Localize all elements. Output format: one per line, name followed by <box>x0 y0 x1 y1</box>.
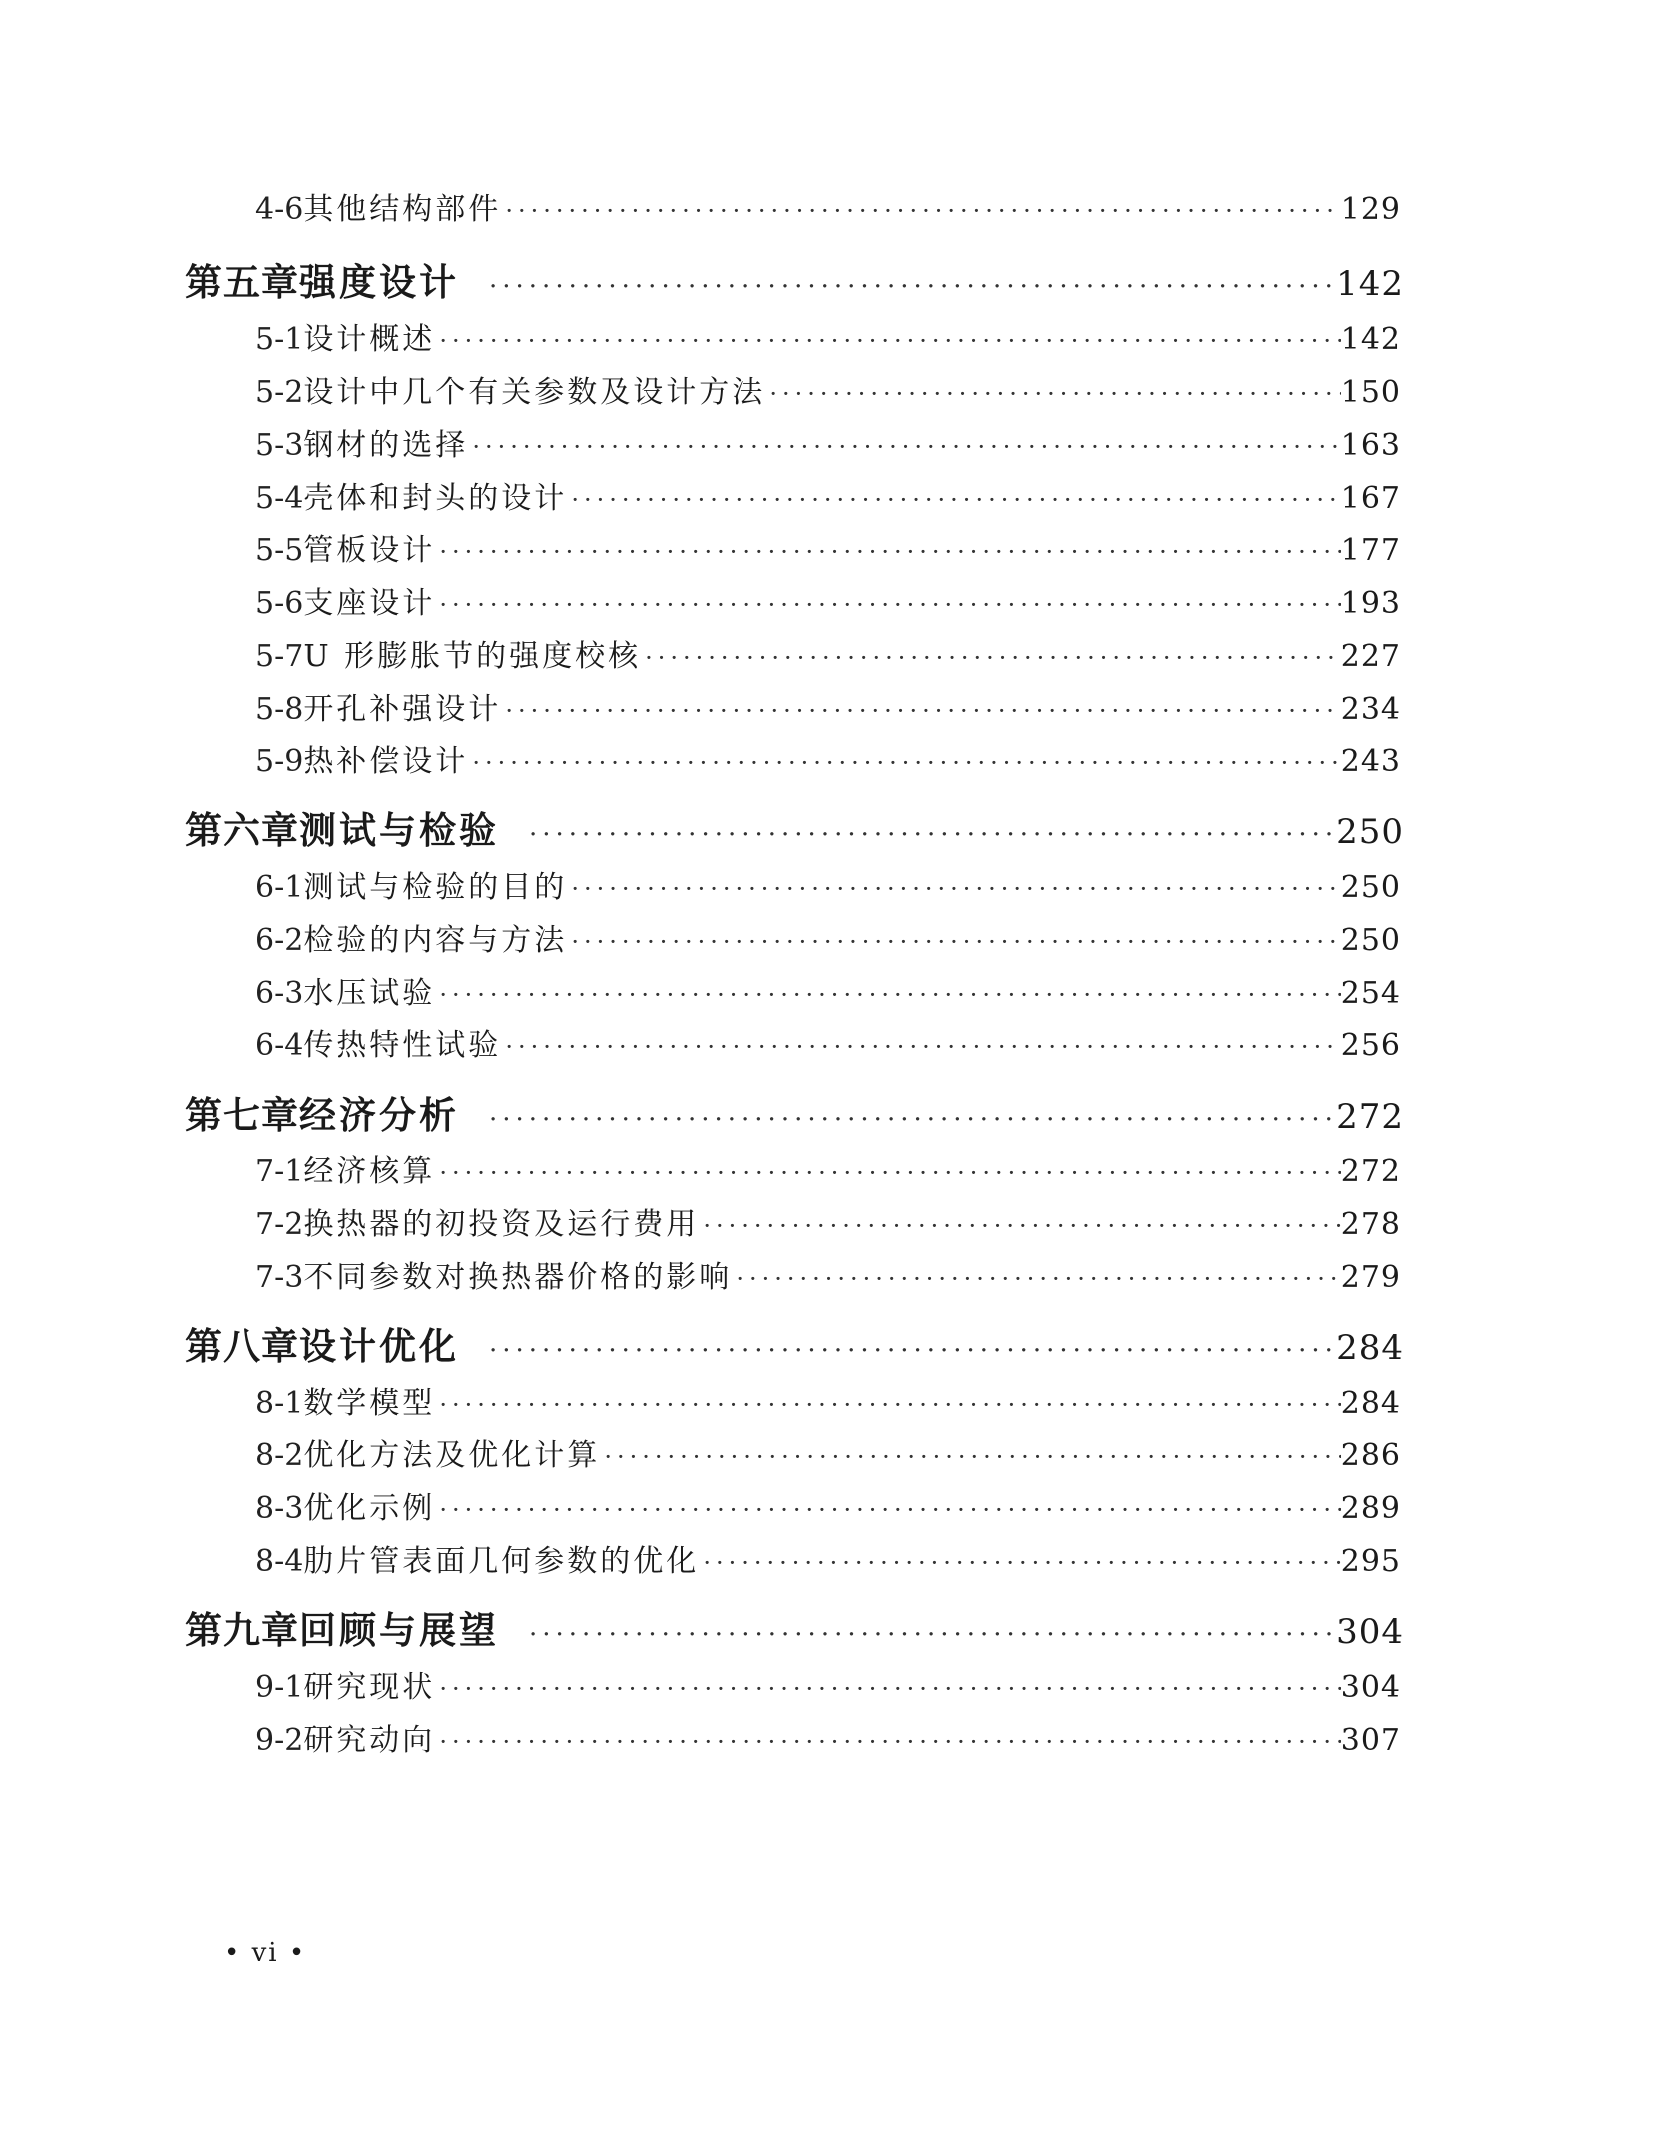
toc-entry[interactable] <box>0 578 1664 622</box>
dot-leader <box>571 928 1340 956</box>
dot-leader <box>439 1391 1340 1419</box>
toc-entry[interactable] <box>0 1378 1664 1422</box>
toc-entry-title: 壳体和封头的设计 <box>303 481 568 516</box>
dot-leader <box>703 1212 1340 1240</box>
toc-entry-page: 304 <box>1340 1670 1401 1705</box>
toc-entry[interactable] <box>0 684 1664 728</box>
toc-entry[interactable] <box>0 1715 1664 1759</box>
toc-entry[interactable] <box>0 1199 1664 1243</box>
toc-entry-title: 设计中几个有关参数及设计方法 <box>303 375 766 410</box>
toc-entry-page: 295 <box>1340 1544 1401 1579</box>
toc-chapter-number: 第六章 <box>185 808 299 852</box>
toc-entry-page: 167 <box>1340 481 1401 516</box>
dot-leader <box>439 1496 1340 1524</box>
toc-chapter-title: 强度设计 <box>299 260 459 304</box>
toc-entry-title: 钢材的选择 <box>303 428 469 463</box>
toc-entry-title: 管板设计 <box>303 533 436 568</box>
toc-entry-page: 254 <box>1340 976 1401 1011</box>
toc-entry-number: 7-2 <box>255 1207 304 1242</box>
toc-entry-number: 5-2 <box>255 375 304 410</box>
toc-entry-number: 8-1 <box>255 1386 304 1421</box>
dot-leader <box>439 1159 1340 1187</box>
toc-entry-page: 250 <box>1340 870 1401 905</box>
toc-entry-page: 150 <box>1340 375 1401 410</box>
dot-leader <box>505 197 1340 225</box>
toc-entry[interactable] <box>0 184 1664 228</box>
toc-chapter-page: 272 <box>1336 1097 1404 1137</box>
page-number-footer: • vi • <box>224 1938 307 1968</box>
toc-entry-page: 307 <box>1340 1723 1401 1758</box>
toc-entry-number: 9-1 <box>255 1670 304 1705</box>
toc-chapter[interactable] <box>0 252 1664 306</box>
toc-entry-number: 8-3 <box>255 1491 304 1526</box>
toc-entry-title: U 形膨胀节的强度校核 <box>303 639 642 674</box>
toc-entry-number: 8-4 <box>255 1544 304 1579</box>
toc-entry-title: 设计概述 <box>303 322 436 357</box>
toc-chapter-page: 304 <box>1336 1612 1404 1652</box>
dot-leader <box>529 1620 1336 1650</box>
toc-entry-title: 研究现状 <box>303 1670 436 1705</box>
dot-leader <box>571 486 1340 514</box>
toc-entry[interactable] <box>0 314 1664 358</box>
toc-entry-number: 5-7 <box>255 639 304 674</box>
dot-leader <box>505 697 1340 725</box>
toc-entry-title: 测试与检验的目的 <box>303 870 568 905</box>
toc-entry-title: 经济核算 <box>303 1154 436 1189</box>
toc-entry-title: 不同参数对换热器价格的影响 <box>303 1260 733 1295</box>
toc-entry-page: 243 <box>1340 744 1401 779</box>
toc-entry-number: 6-4 <box>255 1028 304 1063</box>
dot-leader <box>604 1443 1340 1471</box>
toc-entry-number: 7-1 <box>255 1154 304 1189</box>
toc-entry-number: 5-3 <box>255 428 304 463</box>
toc-entry-page: 289 <box>1340 1491 1401 1526</box>
toc-entry-title: 热补偿设计 <box>303 744 469 779</box>
dot-leader <box>472 749 1340 777</box>
dot-leader <box>439 1728 1340 1756</box>
dot-leader <box>439 1675 1340 1703</box>
toc-entry-title: 研究动向 <box>303 1723 436 1758</box>
toc-chapter-title: 测试与检验 <box>299 808 499 852</box>
toc-entry-title: 肋片管表面几何参数的优化 <box>303 1544 700 1579</box>
toc-entry-page: 284 <box>1340 1386 1401 1421</box>
toc-entry[interactable] <box>0 1252 1664 1296</box>
toc-entry-page: 142 <box>1340 322 1401 357</box>
toc-entry-number: 9-2 <box>255 1723 304 1758</box>
toc-entry[interactable] <box>0 1536 1664 1580</box>
dot-leader <box>529 820 1336 850</box>
toc-entry-number: 5-5 <box>255 533 304 568</box>
toc-entry[interactable] <box>0 968 1664 1012</box>
dot-leader <box>489 1105 1336 1135</box>
toc-entry-page: 129 <box>1340 192 1401 227</box>
toc-chapter[interactable] <box>0 1600 1664 1654</box>
toc-entry-title: 其他结构部件 <box>303 192 502 227</box>
toc-entry-title: 数学模型 <box>303 1386 436 1421</box>
toc-entry-page: 278 <box>1340 1207 1401 1242</box>
dot-leader <box>571 875 1340 903</box>
dot-leader <box>439 591 1340 619</box>
toc-entry-number: 5-9 <box>255 744 304 779</box>
toc-entry-page: 279 <box>1340 1260 1401 1295</box>
toc-entry-title: 开孔补强设计 <box>303 692 502 727</box>
toc-chapter-page: 284 <box>1336 1328 1404 1368</box>
toc-entry-number: 6-2 <box>255 923 304 958</box>
dot-leader <box>645 644 1341 672</box>
toc-entry[interactable] <box>0 420 1664 464</box>
toc-entry-number: 6-3 <box>255 976 304 1011</box>
dot-leader <box>439 327 1340 355</box>
dot-leader <box>736 1265 1340 1293</box>
toc-entry[interactable] <box>0 473 1664 517</box>
toc-entry-page: 227 <box>1340 639 1401 674</box>
toc-chapter-number: 第七章 <box>185 1093 299 1137</box>
toc-chapter-number: 第五章 <box>185 260 299 304</box>
toc-entry-number: 6-1 <box>255 870 304 905</box>
toc-chapter-number: 第八章 <box>185 1324 299 1368</box>
toc-chapter-page: 250 <box>1336 812 1404 852</box>
toc-entry-page: 234 <box>1340 692 1401 727</box>
toc-entry[interactable] <box>0 915 1664 959</box>
toc-entry-number: 5-4 <box>255 481 304 516</box>
toc-chapter-number: 第九章 <box>185 1608 299 1652</box>
toc-entry-number: 5-8 <box>255 692 304 727</box>
toc-entry-page: 193 <box>1340 586 1401 621</box>
toc-chapter-page: 142 <box>1336 264 1404 304</box>
toc-entry-title: 换热器的初投资及运行费用 <box>303 1207 700 1242</box>
toc-entry[interactable] <box>0 862 1664 906</box>
dot-leader <box>472 433 1340 461</box>
toc-entry-page: 272 <box>1340 1154 1401 1189</box>
toc-chapter[interactable] <box>0 800 1664 854</box>
dot-leader <box>489 1336 1336 1366</box>
toc-entry-title: 优化示例 <box>303 1491 436 1526</box>
toc-chapter-title: 回顾与展望 <box>299 1608 499 1652</box>
toc-chapter-title: 设计优化 <box>299 1324 459 1368</box>
toc-entry-title: 优化方法及优化计算 <box>303 1438 601 1473</box>
toc-entry[interactable] <box>0 1020 1664 1064</box>
toc-entry-page: 256 <box>1340 1028 1401 1063</box>
toc-entry-page: 177 <box>1340 533 1401 568</box>
dot-leader <box>505 1033 1340 1061</box>
toc-chapter[interactable] <box>0 1316 1664 1370</box>
toc-entry[interactable] <box>0 1483 1664 1527</box>
toc-entry[interactable] <box>0 736 1664 780</box>
toc-entry[interactable] <box>0 367 1664 411</box>
toc-entry[interactable] <box>0 525 1664 569</box>
toc-chapter[interactable] <box>0 1085 1664 1139</box>
dot-leader <box>439 981 1340 1009</box>
toc-entry-number: 5-1 <box>255 322 304 357</box>
toc-entry-title: 检验的内容与方法 <box>303 923 568 958</box>
dot-leader <box>439 538 1340 566</box>
dot-leader <box>769 380 1340 408</box>
toc-entry-number: 4-6 <box>255 192 304 227</box>
toc-entry-title: 水压试验 <box>303 976 436 1011</box>
toc-entry-number: 7-3 <box>255 1260 304 1295</box>
toc-entry[interactable] <box>0 1146 1664 1190</box>
toc-entry[interactable] <box>0 1662 1664 1706</box>
toc-entry-page: 250 <box>1340 923 1401 958</box>
dot-leader <box>489 272 1336 302</box>
dot-leader <box>703 1549 1340 1577</box>
toc-entry-title: 传热特性试验 <box>303 1028 502 1063</box>
toc-entry-number: 8-2 <box>255 1438 304 1473</box>
toc-entry-title: 支座设计 <box>303 586 436 621</box>
toc-entry-page: 286 <box>1340 1438 1401 1473</box>
toc-entry[interactable] <box>0 631 1664 675</box>
toc-chapter-title: 经济分析 <box>299 1093 459 1137</box>
toc-entry-page: 163 <box>1340 428 1401 463</box>
toc-entry[interactable] <box>0 1430 1664 1474</box>
toc-entry-number: 5-6 <box>255 586 304 621</box>
